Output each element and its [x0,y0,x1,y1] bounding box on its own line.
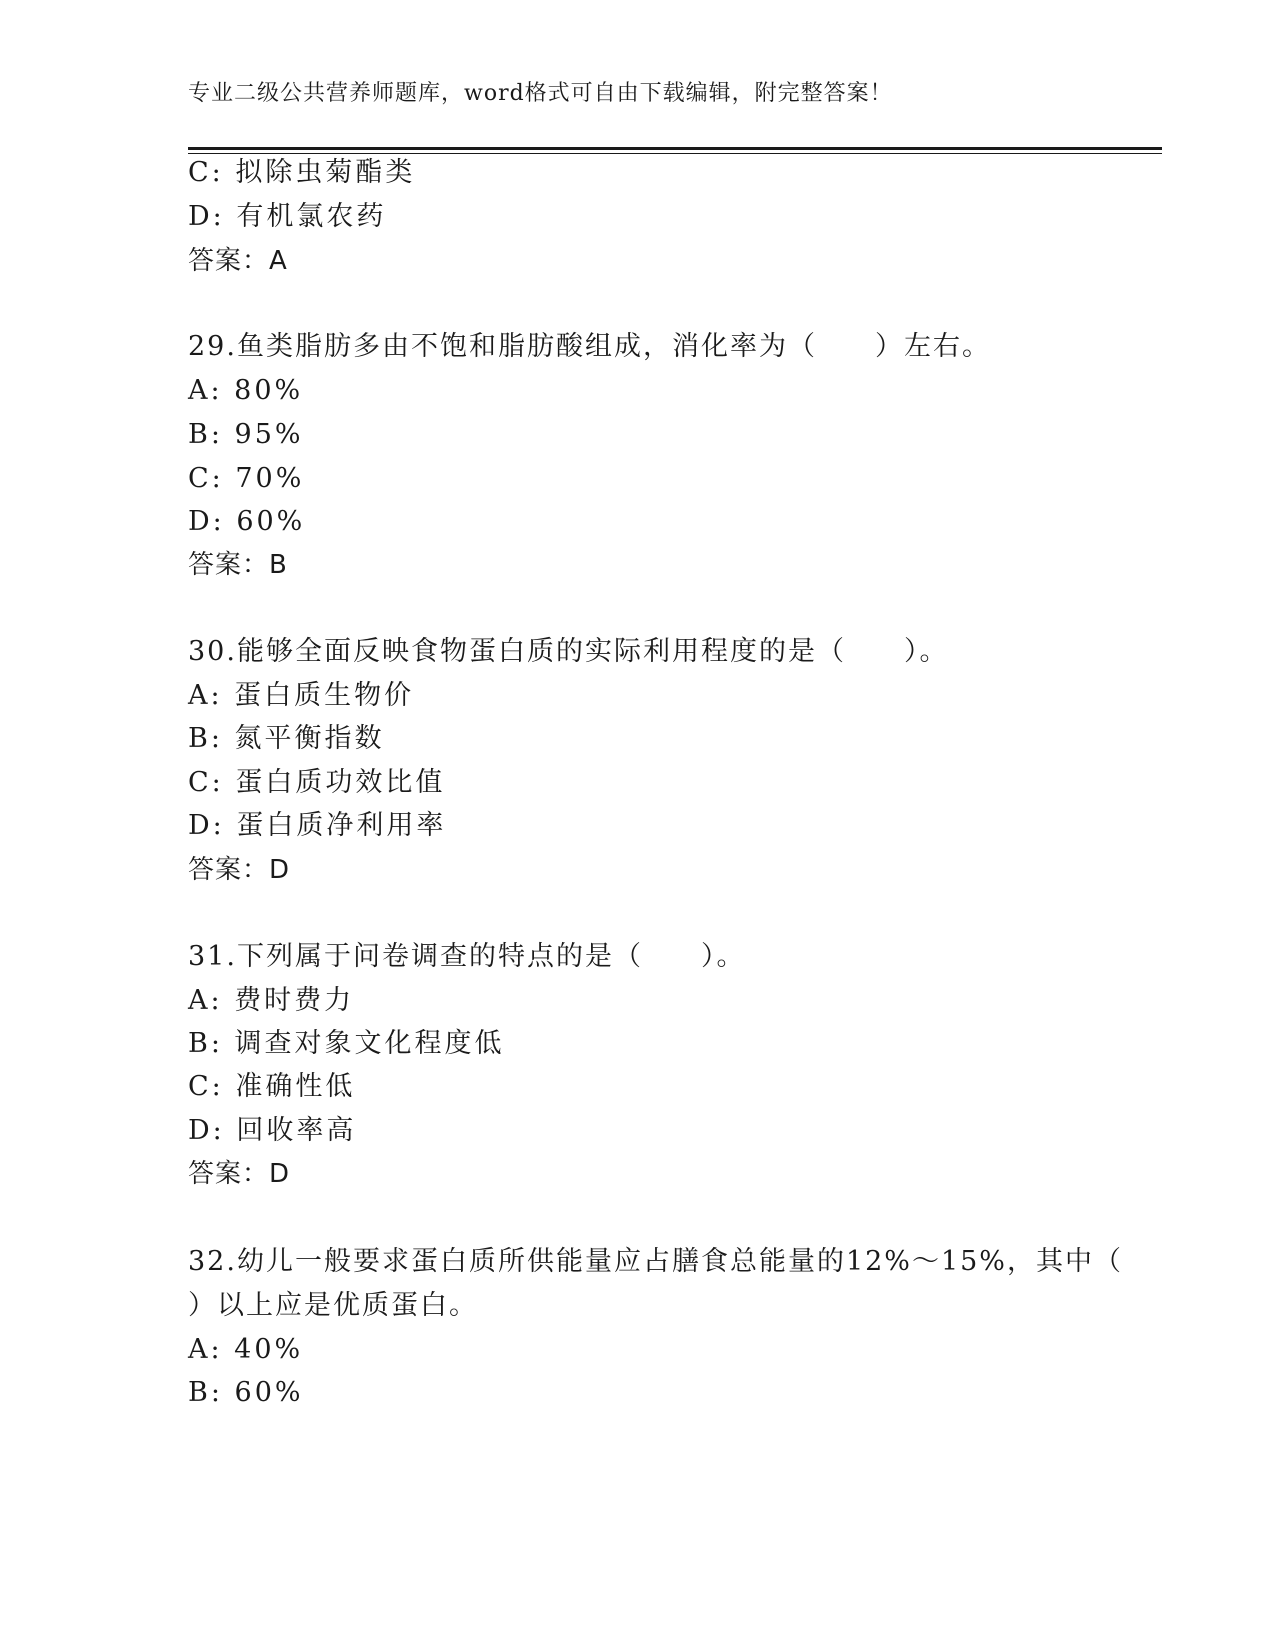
option-c: C: 蛋白质功效比值 [188,767,446,798]
answer: 答案：A [188,246,288,276]
option-a: A: 80% [188,375,304,406]
answer: 答案：D [188,1159,291,1189]
header-rule [188,147,1162,150]
option-c: C: 拟除虫菊酯类 [188,157,416,188]
question-32-continued: ）以上应是优质蛋白。 [188,1290,478,1321]
option-b: B: 调查对象文化程度低 [188,1028,505,1059]
page-header: 专业二级公共营养师题库，word格式可自由下载编辑，附完整答案！ [188,81,893,106]
option-b: B: 60% [188,1377,304,1408]
option-a: A: 40% [188,1334,304,1365]
option-b: B: 95% [188,419,304,450]
option-d: D: 回收率高 [188,1115,357,1146]
answer: 答案：B [188,550,288,580]
option-d: D: 蛋白质净利用率 [188,810,447,841]
option-b: B: 氮平衡指数 [188,723,385,754]
question-32: 32.幼儿一般要求蛋白质所供能量应占膳食总能量的12%～15%，其中（ [188,1246,1123,1277]
answer: 答案：D [188,855,291,885]
question-30: 30.能够全面反映食物蛋白质的实际利用程度的是（ ）。 [188,636,949,667]
option-d: D: 60% [188,506,306,537]
option-a: A: 蛋白质生物价 [188,680,415,711]
question-29: 29.鱼类脂肪多由不饱和脂肪酸组成，消化率为（ ）左右。 [188,331,991,362]
option-c: C: 70% [188,463,305,494]
question-31: 31.下列属于问卷调查的特点的是（ ）。 [188,941,746,972]
option-c: C: 准确性低 [188,1071,356,1102]
header-rule-thin [188,153,1162,154]
option-d: D: 有机氯农药 [188,201,387,232]
option-a: A: 费时费力 [188,985,355,1016]
